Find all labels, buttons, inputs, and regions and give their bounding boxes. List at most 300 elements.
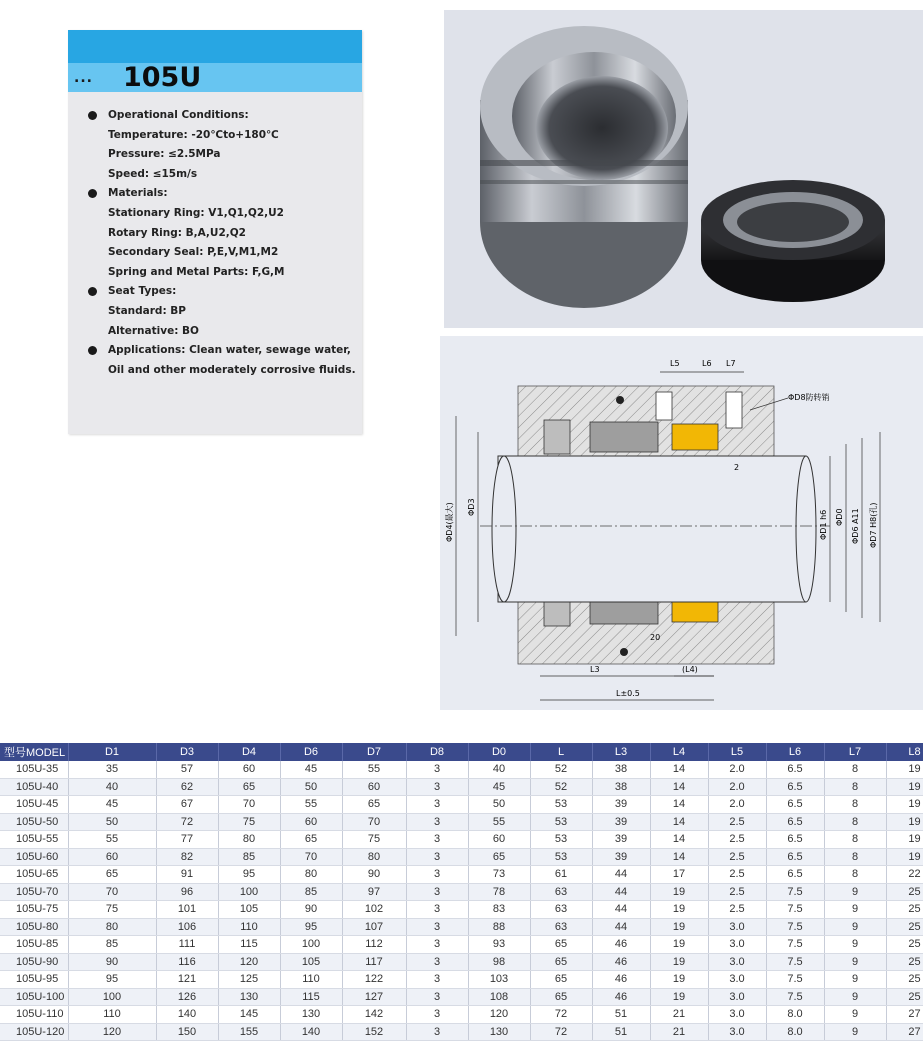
model-cell: 105U-70	[0, 883, 68, 901]
value-cell: 9	[824, 1006, 886, 1024]
value-cell: 55	[280, 796, 342, 814]
value-cell: 82	[156, 848, 218, 866]
value-cell: 8	[824, 778, 886, 796]
label-l7: L7	[726, 359, 736, 368]
value-cell: 39	[592, 796, 650, 814]
spec-heading: Operational Conditions:	[86, 106, 362, 126]
value-cell: 2.5	[708, 831, 766, 849]
spec-line: Pressure: ≤2.5MPa	[108, 148, 221, 161]
model-cell: 105U-60	[0, 848, 68, 866]
value-cell: 80	[342, 848, 406, 866]
table-row	[0, 1006, 923, 1024]
dimensions-table	[0, 743, 923, 1041]
value-cell: 3	[406, 848, 468, 866]
value-cell: 55	[468, 813, 530, 831]
spec-line: Spring and Metal Parts: F,G,M	[108, 265, 285, 278]
column-header: D0	[468, 743, 530, 761]
value-cell: 80	[68, 918, 156, 936]
value-cell: 103	[468, 971, 530, 989]
card-header-bar	[68, 30, 362, 63]
value-cell: 9	[824, 971, 886, 989]
label-l4: (L4)	[682, 665, 698, 674]
value-cell: 7.5	[766, 988, 824, 1006]
value-cell: 25	[886, 988, 923, 1006]
column-header: D6	[280, 743, 342, 761]
value-cell: 2.5	[708, 901, 766, 919]
value-cell: 8	[824, 831, 886, 849]
value-cell: 25	[886, 971, 923, 989]
value-cell: 67	[156, 796, 218, 814]
table-row	[0, 831, 923, 849]
model-cell: 105U-75	[0, 901, 68, 919]
value-cell: 72	[530, 1006, 592, 1024]
column-header: D3	[156, 743, 218, 761]
value-cell: 130	[468, 1023, 530, 1041]
value-cell: 44	[592, 866, 650, 884]
value-cell: 6.5	[766, 848, 824, 866]
value-cell: 46	[592, 971, 650, 989]
value-cell: 140	[280, 1023, 342, 1041]
value-cell: 110	[218, 918, 280, 936]
column-header: D8	[406, 743, 468, 761]
value-cell: 65	[530, 936, 592, 954]
value-cell: 9	[824, 901, 886, 919]
value-cell: 65	[468, 848, 530, 866]
value-cell: 90	[68, 953, 156, 971]
value-cell: 51	[592, 1006, 650, 1024]
label-l3: L3	[590, 665, 600, 674]
value-cell: 111	[156, 936, 218, 954]
value-cell: 142	[342, 1006, 406, 1024]
value-cell: 63	[530, 883, 592, 901]
column-header: D4	[218, 743, 280, 761]
value-cell: 152	[342, 1023, 406, 1041]
value-cell: 39	[592, 831, 650, 849]
value-cell: 25	[886, 901, 923, 919]
value-cell: 65	[280, 831, 342, 849]
value-cell: 155	[218, 1023, 280, 1041]
value-cell: 7.5	[766, 953, 824, 971]
value-cell: 130	[280, 1006, 342, 1024]
value-cell: 3	[406, 813, 468, 831]
model-cell: 105U-45	[0, 796, 68, 814]
value-cell: 61	[530, 866, 592, 884]
value-cell: 44	[592, 901, 650, 919]
value-cell: 110	[280, 971, 342, 989]
model-cell: 105U-35	[0, 761, 68, 778]
value-cell: 40	[468, 761, 530, 778]
label-two: 2	[734, 463, 740, 472]
value-cell: 3	[406, 831, 468, 849]
value-cell: 3	[406, 918, 468, 936]
value-cell: 8	[824, 848, 886, 866]
value-cell: 8.0	[766, 1006, 824, 1024]
spec-line: Alternative: BO	[108, 324, 199, 337]
value-cell: 3.0	[708, 988, 766, 1006]
value-cell: 44	[592, 883, 650, 901]
label-d6: ΦD6 A11	[851, 508, 860, 544]
column-header: L	[530, 743, 592, 761]
value-cell: 7.5	[766, 971, 824, 989]
value-cell: 19	[886, 778, 923, 796]
value-cell: 96	[156, 883, 218, 901]
column-header: D7	[342, 743, 406, 761]
value-cell: 8	[824, 761, 886, 778]
model-cell: 105U-95	[0, 971, 68, 989]
value-cell: 120	[218, 953, 280, 971]
value-cell: 97	[342, 883, 406, 901]
value-cell: 19	[650, 971, 708, 989]
value-cell: 3.0	[708, 1006, 766, 1024]
spec-line: Speed: ≤15m/s	[108, 167, 198, 180]
value-cell: 50	[468, 796, 530, 814]
spec-line: Rotary Ring: B,A,U2,Q2	[108, 226, 246, 239]
value-cell: 110	[68, 1006, 156, 1024]
value-cell: 19	[650, 918, 708, 936]
value-cell: 3	[406, 866, 468, 884]
value-cell: 3	[406, 988, 468, 1006]
value-cell: 60	[342, 778, 406, 796]
value-cell: 85	[218, 848, 280, 866]
value-cell: 2.5	[708, 883, 766, 901]
label-d7: ΦD7 H8(孔)	[869, 502, 878, 548]
value-cell: 45	[68, 796, 156, 814]
value-cell: 39	[592, 813, 650, 831]
spec-list	[68, 92, 362, 380]
spec-heading: Applications: Clean water, sewage water,	[86, 341, 362, 361]
value-cell: 116	[156, 953, 218, 971]
value-cell: 14	[650, 778, 708, 796]
value-cell: 3	[406, 778, 468, 796]
value-cell: 9	[824, 918, 886, 936]
value-cell: 90	[280, 901, 342, 919]
value-cell: 51	[592, 1023, 650, 1041]
value-cell: 3.0	[708, 1023, 766, 1041]
value-cell: 78	[468, 883, 530, 901]
value-cell: 127	[342, 988, 406, 1006]
model-cell: 105U-85	[0, 936, 68, 954]
technical-drawing	[440, 336, 923, 710]
value-cell: 75	[342, 831, 406, 849]
value-cell: 70	[280, 848, 342, 866]
table-row	[0, 936, 923, 954]
value-cell: 19	[650, 901, 708, 919]
value-cell: 145	[218, 1006, 280, 1024]
table-row	[0, 866, 923, 884]
value-cell: 150	[156, 1023, 218, 1041]
table-body	[0, 761, 923, 1041]
value-cell: 38	[592, 778, 650, 796]
value-cell: 19	[886, 761, 923, 778]
table-row	[0, 761, 923, 778]
value-cell: 3	[406, 901, 468, 919]
value-cell: 7.5	[766, 883, 824, 901]
value-cell: 3	[406, 1006, 468, 1024]
label-l5: L5	[670, 359, 680, 368]
value-cell: 65	[342, 796, 406, 814]
value-cell: 95	[218, 866, 280, 884]
value-cell: 83	[468, 901, 530, 919]
table-row	[0, 918, 923, 936]
value-cell: 7.5	[766, 936, 824, 954]
spec-line: Standard: BP	[108, 304, 186, 317]
value-cell: 55	[68, 831, 156, 849]
value-cell: 60	[68, 848, 156, 866]
label-d3: ΦD3	[467, 498, 476, 516]
value-cell: 25	[886, 953, 923, 971]
value-cell: 108	[468, 988, 530, 1006]
value-cell: 117	[342, 953, 406, 971]
value-cell: 8	[824, 866, 886, 884]
value-cell: 2.5	[708, 813, 766, 831]
value-cell: 3	[406, 796, 468, 814]
value-cell: 72	[530, 1023, 592, 1041]
value-cell: 3.0	[708, 953, 766, 971]
value-cell: 3	[406, 936, 468, 954]
value-cell: 73	[468, 866, 530, 884]
value-cell: 21	[650, 1006, 708, 1024]
model-cell: 105U-110	[0, 1006, 68, 1024]
table-row	[0, 988, 923, 1006]
table-row	[0, 796, 923, 814]
value-cell: 25	[886, 936, 923, 954]
value-cell: 3	[406, 1023, 468, 1041]
value-cell: 22	[886, 866, 923, 884]
value-cell: 63	[530, 901, 592, 919]
value-cell: 65	[530, 953, 592, 971]
value-cell: 70	[342, 813, 406, 831]
value-cell: 52	[530, 761, 592, 778]
value-cell: 8	[824, 813, 886, 831]
value-cell: 19	[650, 988, 708, 1006]
value-cell: 53	[530, 796, 592, 814]
table-row	[0, 971, 923, 989]
value-cell: 6.5	[766, 813, 824, 831]
value-cell: 8	[824, 796, 886, 814]
label-d8: ΦD8防转销	[788, 393, 830, 402]
value-cell: 112	[342, 936, 406, 954]
value-cell: 6.5	[766, 778, 824, 796]
value-cell: 85	[280, 883, 342, 901]
value-cell: 122	[342, 971, 406, 989]
card-title-bar	[68, 63, 362, 92]
value-cell: 14	[650, 831, 708, 849]
value-cell: 45	[280, 761, 342, 778]
value-cell: 125	[218, 971, 280, 989]
value-cell: 27	[886, 1023, 923, 1041]
value-cell: 7.5	[766, 901, 824, 919]
value-cell: 57	[156, 761, 218, 778]
table-row	[0, 901, 923, 919]
value-cell: 55	[342, 761, 406, 778]
column-header: L7	[824, 743, 886, 761]
column-header: L8	[886, 743, 923, 761]
model-cell: 105U-55	[0, 831, 68, 849]
cross-section-drawing	[440, 336, 923, 710]
spec-line: Oil and other moderately corrosive fluids.	[108, 363, 356, 376]
column-header: L6	[766, 743, 824, 761]
value-cell: 65	[68, 866, 156, 884]
value-cell: 19	[650, 953, 708, 971]
label-twenty: 20	[650, 633, 661, 642]
value-cell: 120	[68, 1023, 156, 1041]
table-row	[0, 1023, 923, 1041]
value-cell: 19	[886, 848, 923, 866]
value-cell: 19	[650, 936, 708, 954]
value-cell: 80	[280, 866, 342, 884]
value-cell: 46	[592, 953, 650, 971]
value-cell: 19	[886, 796, 923, 814]
value-cell: 19	[650, 883, 708, 901]
value-cell: 50	[68, 813, 156, 831]
value-cell: 75	[218, 813, 280, 831]
table-row	[0, 848, 923, 866]
value-cell: 19	[886, 813, 923, 831]
value-cell: 2.0	[708, 761, 766, 778]
value-cell: 62	[156, 778, 218, 796]
value-cell: 3	[406, 883, 468, 901]
value-cell: 14	[650, 796, 708, 814]
value-cell: 6.5	[766, 796, 824, 814]
value-cell: 17	[650, 866, 708, 884]
model-cell: 105U-80	[0, 918, 68, 936]
value-cell: 60	[218, 761, 280, 778]
model-cell: 105U-50	[0, 813, 68, 831]
value-cell: 121	[156, 971, 218, 989]
value-cell: 72	[156, 813, 218, 831]
value-cell: 38	[592, 761, 650, 778]
value-cell: 2.0	[708, 778, 766, 796]
value-cell: 100	[68, 988, 156, 1006]
value-cell: 70	[218, 796, 280, 814]
value-cell: 65	[530, 971, 592, 989]
value-cell: 6.5	[766, 866, 824, 884]
value-cell: 9	[824, 1023, 886, 1041]
value-cell: 14	[650, 848, 708, 866]
value-cell: 95	[280, 918, 342, 936]
value-cell: 115	[280, 988, 342, 1006]
value-cell: 8.0	[766, 1023, 824, 1041]
value-cell: 35	[68, 761, 156, 778]
table-row	[0, 953, 923, 971]
value-cell: 75	[68, 901, 156, 919]
value-cell: 90	[342, 866, 406, 884]
spec-heading: Seat Types:	[86, 282, 362, 302]
value-cell: 3	[406, 953, 468, 971]
value-cell: 9	[824, 988, 886, 1006]
value-cell: 140	[156, 1006, 218, 1024]
label-d0: ΦD0	[835, 508, 844, 526]
value-cell: 105	[280, 953, 342, 971]
value-cell: 3	[406, 971, 468, 989]
title-dots: ...	[74, 69, 93, 86]
value-cell: 107	[342, 918, 406, 936]
spec-line: Temperature: -20℃to+180℃	[108, 128, 279, 141]
label-d1: ΦD1 h6	[819, 509, 828, 540]
value-cell: 7.5	[766, 918, 824, 936]
value-cell: 3.0	[708, 936, 766, 954]
value-cell: 46	[592, 936, 650, 954]
seal-photo-illustration	[444, 10, 923, 328]
model-cell: 105U-100	[0, 988, 68, 1006]
value-cell: 27	[886, 1006, 923, 1024]
value-cell: 102	[342, 901, 406, 919]
value-cell: 65	[218, 778, 280, 796]
value-cell: 101	[156, 901, 218, 919]
value-cell: 98	[468, 953, 530, 971]
value-cell: 46	[592, 988, 650, 1006]
table-row	[0, 883, 923, 901]
column-header: L3	[592, 743, 650, 761]
label-d4: ΦD4(最大)	[445, 502, 454, 542]
value-cell: 130	[218, 988, 280, 1006]
model-cell: 105U-65	[0, 866, 68, 884]
value-cell: 91	[156, 866, 218, 884]
value-cell: 88	[468, 918, 530, 936]
column-header: 型号MODEL	[0, 743, 68, 761]
value-cell: 77	[156, 831, 218, 849]
value-cell: 65	[530, 988, 592, 1006]
value-cell: 53	[530, 848, 592, 866]
value-cell: 126	[156, 988, 218, 1006]
value-cell: 50	[280, 778, 342, 796]
value-cell: 60	[468, 831, 530, 849]
value-cell: 9	[824, 953, 886, 971]
model-cell: 105U-90	[0, 953, 68, 971]
label-l6: L6	[702, 359, 712, 368]
table-row	[0, 778, 923, 796]
table-row	[0, 813, 923, 831]
value-cell: 45	[468, 778, 530, 796]
value-cell: 100	[280, 936, 342, 954]
label-l: L±0.5	[616, 689, 640, 698]
value-cell: 85	[68, 936, 156, 954]
column-header: L5	[708, 743, 766, 761]
value-cell: 2.5	[708, 848, 766, 866]
column-header: L4	[650, 743, 708, 761]
value-cell: 44	[592, 918, 650, 936]
value-cell: 6.5	[766, 761, 824, 778]
value-cell: 3.0	[708, 971, 766, 989]
value-cell: 21	[650, 1023, 708, 1041]
spec-line: Stationary Ring: V1,Q1,Q2,U2	[108, 206, 284, 219]
value-cell: 19	[886, 831, 923, 849]
model-title: 105U	[122, 62, 202, 93]
value-cell: 14	[650, 761, 708, 778]
value-cell: 106	[156, 918, 218, 936]
value-cell: 3	[406, 761, 468, 778]
value-cell: 100	[218, 883, 280, 901]
value-cell: 25	[886, 883, 923, 901]
value-cell: 52	[530, 778, 592, 796]
value-cell: 105	[218, 901, 280, 919]
spec-line: Secondary Seal: P,E,V,M1,M2	[108, 246, 279, 259]
value-cell: 2.5	[708, 866, 766, 884]
model-cell: 105U-40	[0, 778, 68, 796]
value-cell: 14	[650, 813, 708, 831]
value-cell: 6.5	[766, 831, 824, 849]
column-header: D1	[68, 743, 156, 761]
value-cell: 63	[530, 918, 592, 936]
value-cell: 40	[68, 778, 156, 796]
spec-heading: Materials:	[86, 184, 362, 204]
value-cell: 3.0	[708, 918, 766, 936]
value-cell: 93	[468, 936, 530, 954]
model-cell: 105U-120	[0, 1023, 68, 1041]
spec-card	[68, 30, 362, 434]
product-photo	[444, 10, 923, 328]
value-cell: 115	[218, 936, 280, 954]
